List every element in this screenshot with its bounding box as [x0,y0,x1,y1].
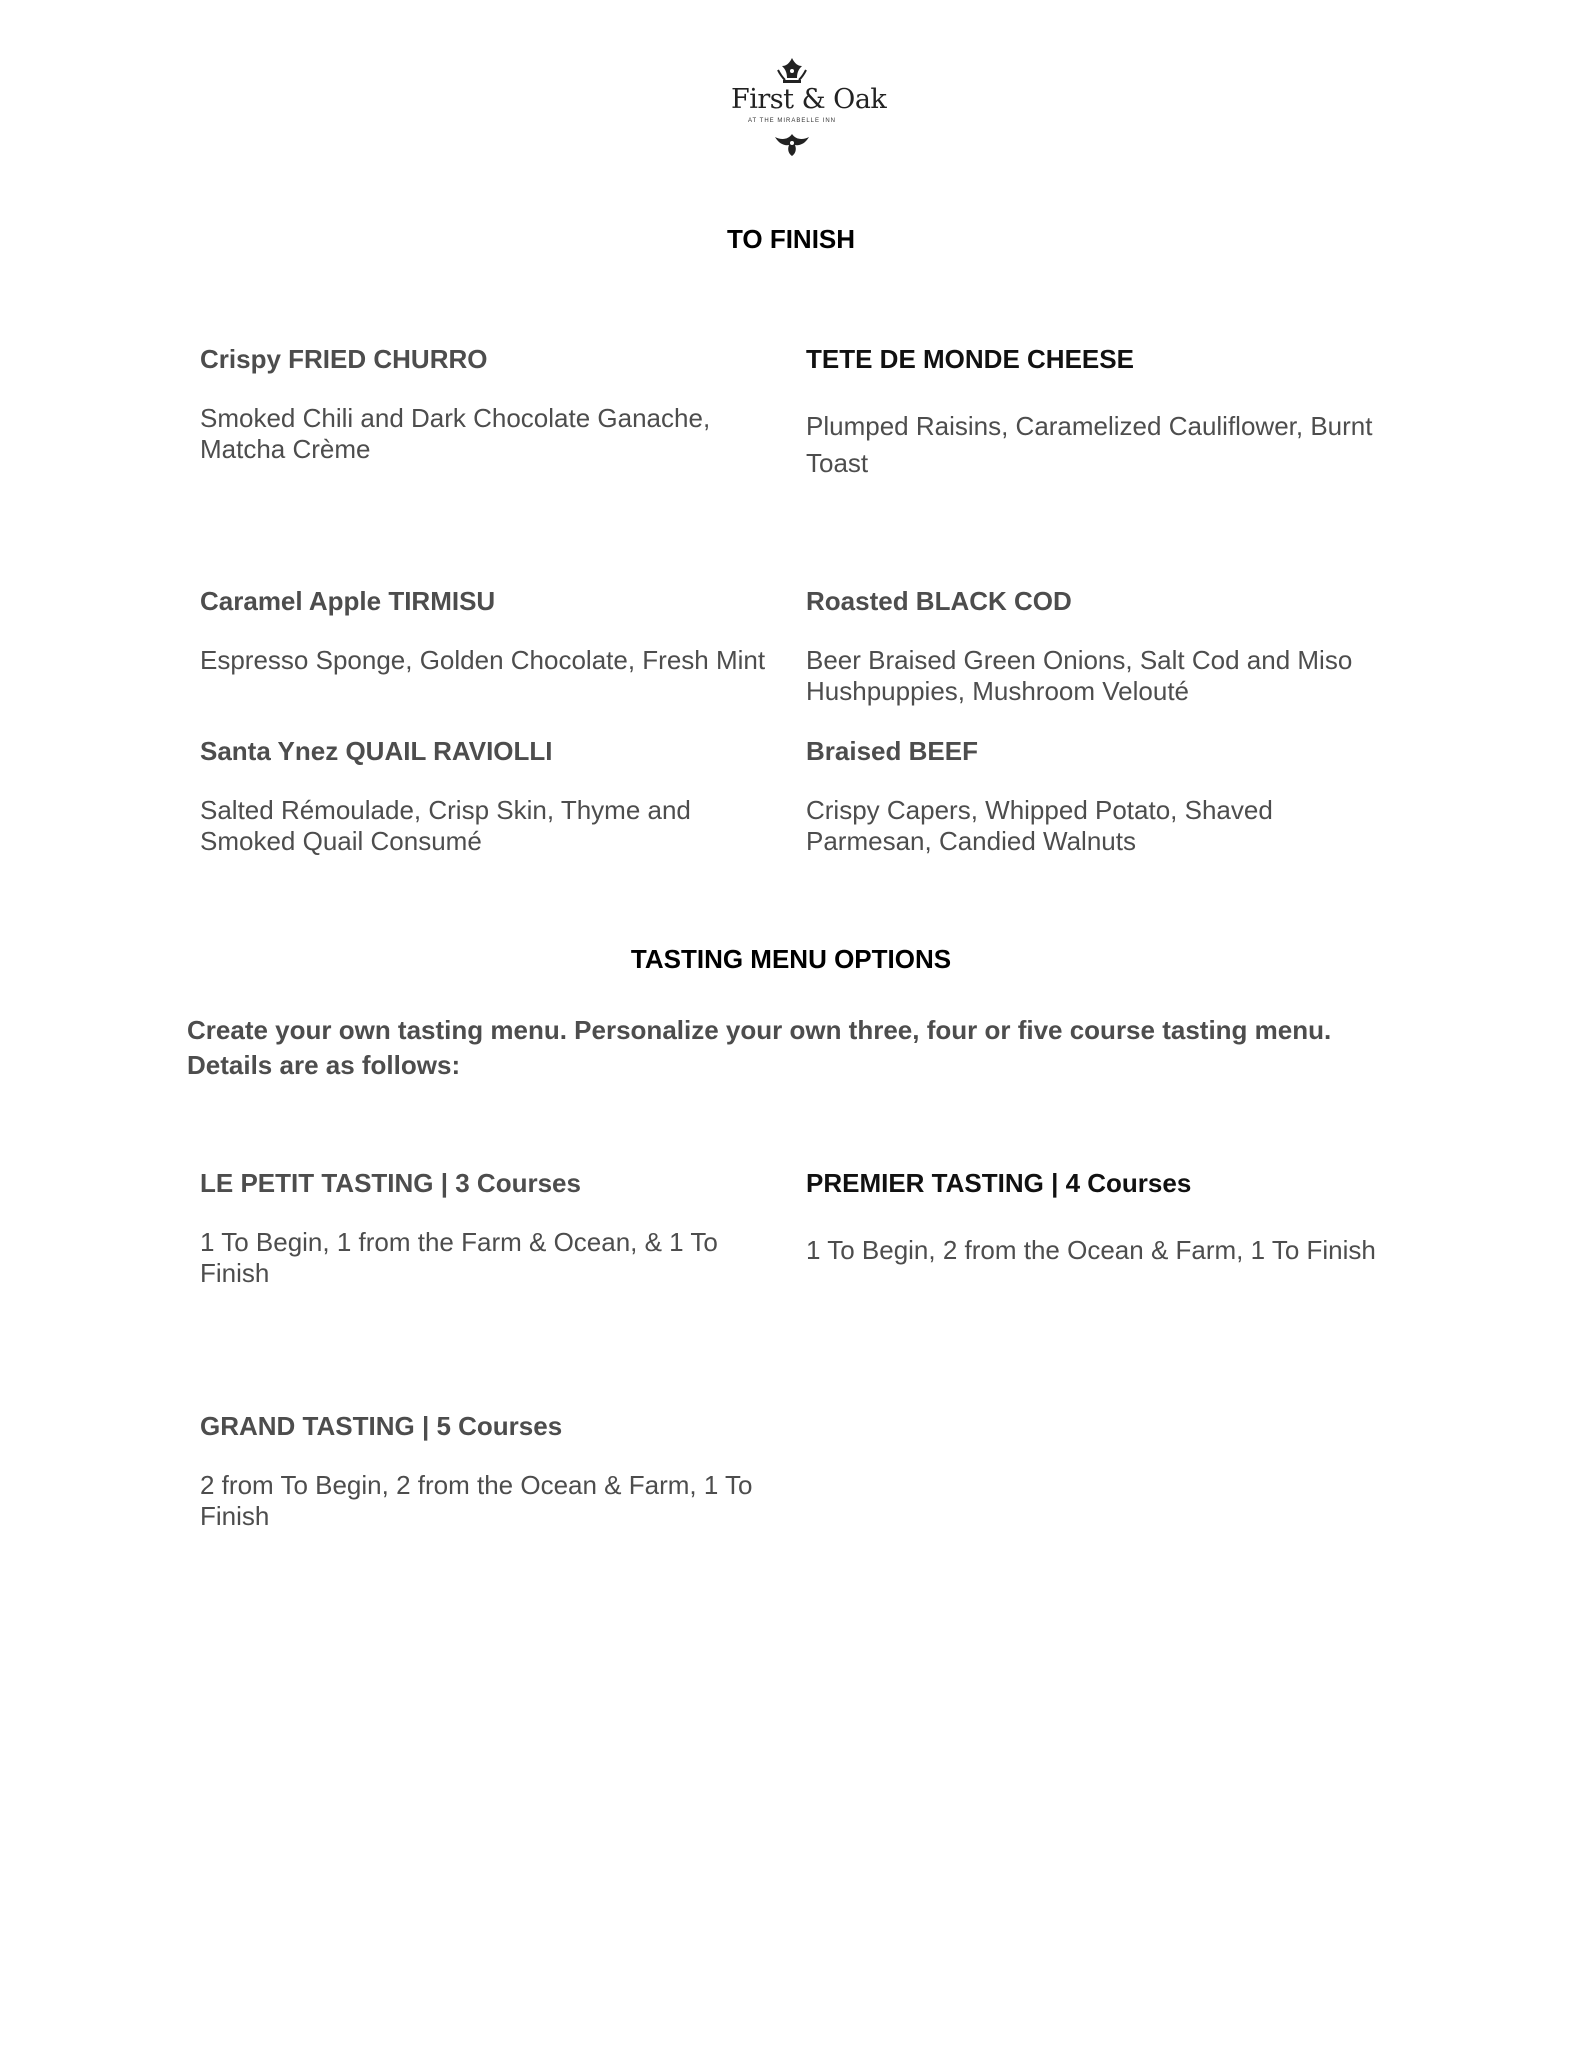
logo-name: First & Oak [731,84,887,115]
tasting-option [200,1410,780,1532]
restaurant-logo [731,56,887,162]
menu-item-title: Santa Ynez QUAIL RAVIOLLI [200,736,553,766]
menu-item [806,735,1386,857]
menu-item [806,343,1386,482]
menu-item-title: Roasted BLACK COD [806,586,1072,616]
menu-item [806,585,1386,707]
menu-item-description: Salted Rémoulade, Crisp Skin, Thyme and Smoked Quail Consumé [200,795,691,856]
menu-item-title: TETE DE MONDE CHEESE [806,344,1134,374]
flourish-ornament-icon [769,130,815,158]
crown-ornament-icon [772,56,812,86]
tasting-option-description: 1 To Begin, 2 from the Ocean & Farm, 1 To Finish [806,1235,1376,1265]
to-finish-heading: TO FINISH [726,224,856,254]
tasting-option-title: GRAND TASTING | 5 Courses [200,1411,563,1441]
tasting-option [200,1167,780,1289]
tasting-intro: Create your own tasting menu. Personalize your own three, four or five course tasting menu. Details are as follows: [187,1015,1332,1080]
menu-item-title: Crispy FRIED CHURRO [200,344,488,374]
tasting-option-description: 2 from To Begin, 2 from the Ocean & Farm, 1 To Finish [200,1470,753,1531]
logo-subtitle: AT THE MIRABELLE INN [747,118,837,124]
menu-item-description: Smoked Chili and Dark Chocolate Ganache, Matcha Crème [200,403,711,464]
menu-item-title: Braised BEEF [806,736,978,766]
tasting-heading: TASTING MENU OPTIONS [630,944,952,974]
tasting-option-title: PREMIER TASTING | 4 Courses [806,1168,1192,1198]
menu-item-description: Beer Braised Green Onions, Salt Cod and Miso Hushpuppies, Mushroom Velouté [806,645,1353,706]
menu-item-description: Espresso Sponge, Golden Chocolate, Fresh Mint [200,645,766,675]
menu-item-description: Plumped Raisins, Caramelized Cauliflower, Burnt Toast [806,411,1373,478]
menu-item [200,343,780,465]
menu-item-title: Caramel Apple TIRMISU [200,586,496,616]
tasting-option-description: 1 To Begin, 1 from the Farm & Ocean, & 1 To Finish [200,1227,718,1288]
menu-item-description: Crispy Capers, Whipped Potato, Shaved Parmesan, Candied Walnuts [806,795,1273,856]
menu-item [200,585,780,676]
tasting-option-title: LE PETIT TASTING | 3 Courses [200,1168,581,1198]
tasting-option [806,1167,1386,1269]
menu-item [200,735,780,857]
